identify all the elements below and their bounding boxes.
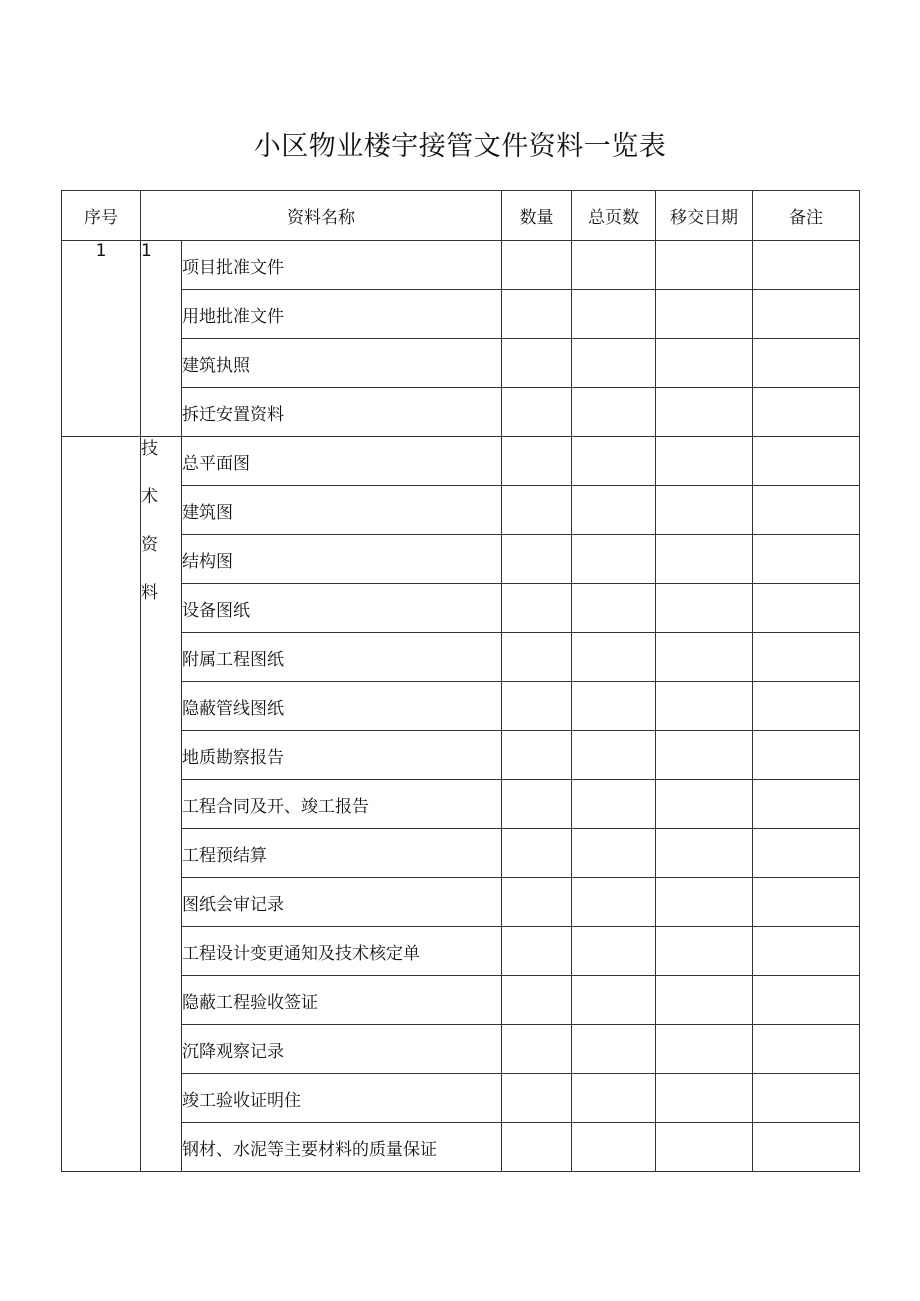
section-group — [141, 437, 182, 1172]
pages-cell[interactable] — [572, 1025, 656, 1074]
table-row — [62, 437, 860, 486]
header-qty: 数量 — [502, 191, 572, 241]
pages-cell[interactable] — [572, 241, 656, 290]
qty-cell[interactable] — [502, 780, 572, 829]
item-name: 地质勘察报告 — [182, 731, 502, 780]
table-row — [62, 731, 860, 780]
table-row — [62, 486, 860, 535]
item-name: 隐蔽工程验收签证 — [182, 976, 502, 1025]
pages-cell[interactable] — [572, 927, 656, 976]
group-char: 料 — [141, 583, 158, 603]
date-cell[interactable] — [656, 829, 753, 878]
note-cell[interactable] — [753, 927, 860, 976]
section-group: 1 — [141, 241, 182, 437]
pages-cell[interactable] — [572, 829, 656, 878]
note-cell[interactable] — [753, 780, 860, 829]
qty-cell[interactable] — [502, 1123, 572, 1172]
note-cell[interactable] — [753, 486, 860, 535]
pages-cell[interactable] — [572, 584, 656, 633]
qty-cell[interactable] — [502, 584, 572, 633]
pages-cell[interactable] — [572, 437, 656, 486]
pages-cell[interactable] — [572, 486, 656, 535]
pages-cell[interactable] — [572, 682, 656, 731]
table-row — [62, 339, 860, 388]
group-char: 术 — [141, 487, 158, 507]
date-cell[interactable] — [656, 535, 753, 584]
note-cell[interactable] — [753, 437, 860, 486]
table-row — [62, 976, 860, 1025]
table-row — [62, 535, 860, 584]
group-char: 资 — [141, 535, 158, 555]
date-cell[interactable] — [656, 1074, 753, 1123]
note-cell[interactable] — [753, 829, 860, 878]
pages-cell[interactable] — [572, 535, 656, 584]
date-cell[interactable] — [656, 780, 753, 829]
item-name: 沉降观察记录 — [182, 1025, 502, 1074]
table-row — [62, 878, 860, 927]
note-cell[interactable] — [753, 682, 860, 731]
table-row — [62, 1074, 860, 1123]
table-row — [62, 927, 860, 976]
qty-cell[interactable] — [502, 535, 572, 584]
note-cell[interactable] — [753, 241, 860, 290]
qty-cell[interactable] — [502, 388, 572, 437]
qty-cell[interactable] — [502, 290, 572, 339]
table-row — [62, 1025, 860, 1074]
qty-cell[interactable] — [502, 976, 572, 1025]
table-row — [62, 1123, 860, 1172]
item-name: 竣工验收证明住 — [182, 1074, 502, 1123]
item-name: 总平面图 — [182, 437, 502, 486]
qty-cell[interactable] — [502, 241, 572, 290]
pages-cell[interactable] — [572, 1123, 656, 1172]
table-row — [62, 633, 860, 682]
item-name: 建筑图 — [182, 486, 502, 535]
item-name: 工程设计变更通知及技术核定单 — [182, 927, 502, 976]
qty-cell[interactable] — [502, 682, 572, 731]
item-name: 隐蔽管线图纸 — [182, 682, 502, 731]
table-row — [62, 780, 860, 829]
qty-cell[interactable] — [502, 437, 572, 486]
item-name: 用地批准文件 — [182, 290, 502, 339]
qty-cell[interactable] — [502, 1074, 572, 1123]
qty-cell[interactable] — [502, 927, 572, 976]
pages-cell[interactable] — [572, 780, 656, 829]
section-seq: 1 — [62, 241, 141, 437]
date-cell[interactable] — [656, 486, 753, 535]
date-cell[interactable] — [656, 437, 753, 486]
pages-cell[interactable] — [572, 731, 656, 780]
item-name: 工程合同及开、竣工报告 — [182, 780, 502, 829]
header-date: 移交日期 — [656, 191, 753, 241]
date-cell[interactable] — [656, 731, 753, 780]
pages-cell[interactable] — [572, 388, 656, 437]
group-char: 技 — [141, 439, 158, 459]
pages-cell[interactable] — [572, 290, 656, 339]
document-table — [61, 190, 860, 1172]
header-row — [62, 191, 860, 241]
pages-cell[interactable] — [572, 878, 656, 927]
qty-cell[interactable] — [502, 731, 572, 780]
item-name: 建筑执照 — [182, 339, 502, 388]
note-cell[interactable] — [753, 633, 860, 682]
table-row — [62, 388, 860, 437]
table-row — [62, 682, 860, 731]
item-name: 项目批准文件 — [182, 241, 502, 290]
item-name: 附属工程图纸 — [182, 633, 502, 682]
item-name: 图纸会审记录 — [182, 878, 502, 927]
note-cell[interactable] — [753, 731, 860, 780]
date-cell[interactable] — [656, 290, 753, 339]
note-cell[interactable] — [753, 1123, 860, 1172]
note-cell[interactable] — [753, 584, 860, 633]
note-cell[interactable] — [753, 878, 860, 927]
header-pages: 总页数 — [572, 191, 656, 241]
date-cell[interactable] — [656, 976, 753, 1025]
date-cell[interactable] — [656, 633, 753, 682]
date-cell[interactable] — [656, 339, 753, 388]
date-cell[interactable] — [656, 584, 753, 633]
table-row — [62, 290, 860, 339]
note-cell[interactable] — [753, 1074, 860, 1123]
header-name: 资料名称 — [141, 191, 502, 241]
item-name: 设备图纸 — [182, 584, 502, 633]
pages-cell[interactable] — [572, 1074, 656, 1123]
qty-cell[interactable] — [502, 486, 572, 535]
section-seq — [62, 437, 141, 1172]
pages-cell[interactable] — [572, 633, 656, 682]
qty-cell[interactable] — [502, 339, 572, 388]
qty-cell[interactable] — [502, 1025, 572, 1074]
note-cell[interactable] — [753, 388, 860, 437]
qty-cell[interactable] — [502, 829, 572, 878]
date-cell[interactable] — [656, 682, 753, 731]
pages-cell[interactable] — [572, 339, 656, 388]
note-cell[interactable] — [753, 976, 860, 1025]
date-cell[interactable] — [656, 388, 753, 437]
header-seq: 序号 — [62, 191, 141, 241]
item-name: 结构图 — [182, 535, 502, 584]
table-row — [62, 829, 860, 878]
date-cell[interactable] — [656, 1123, 753, 1172]
date-cell[interactable] — [656, 927, 753, 976]
qty-cell[interactable] — [502, 633, 572, 682]
date-cell[interactable] — [656, 878, 753, 927]
table-row — [62, 241, 860, 290]
qty-cell[interactable] — [502, 878, 572, 927]
note-cell[interactable] — [753, 339, 860, 388]
note-cell[interactable] — [753, 1025, 860, 1074]
note-cell[interactable] — [753, 290, 860, 339]
table-row — [62, 584, 860, 633]
date-cell[interactable] — [656, 241, 753, 290]
note-cell[interactable] — [753, 535, 860, 584]
item-name: 钢材、水泥等主要材料的质量保证 — [182, 1123, 502, 1172]
pages-cell[interactable] — [572, 976, 656, 1025]
item-name: 拆迁安置资料 — [182, 388, 502, 437]
page-title: 小区物业楼宇接管文件资料一览表 — [253, 131, 667, 162]
item-name: 工程预结算 — [182, 829, 502, 878]
header-note: 备注 — [753, 191, 860, 241]
date-cell[interactable] — [656, 1025, 753, 1074]
